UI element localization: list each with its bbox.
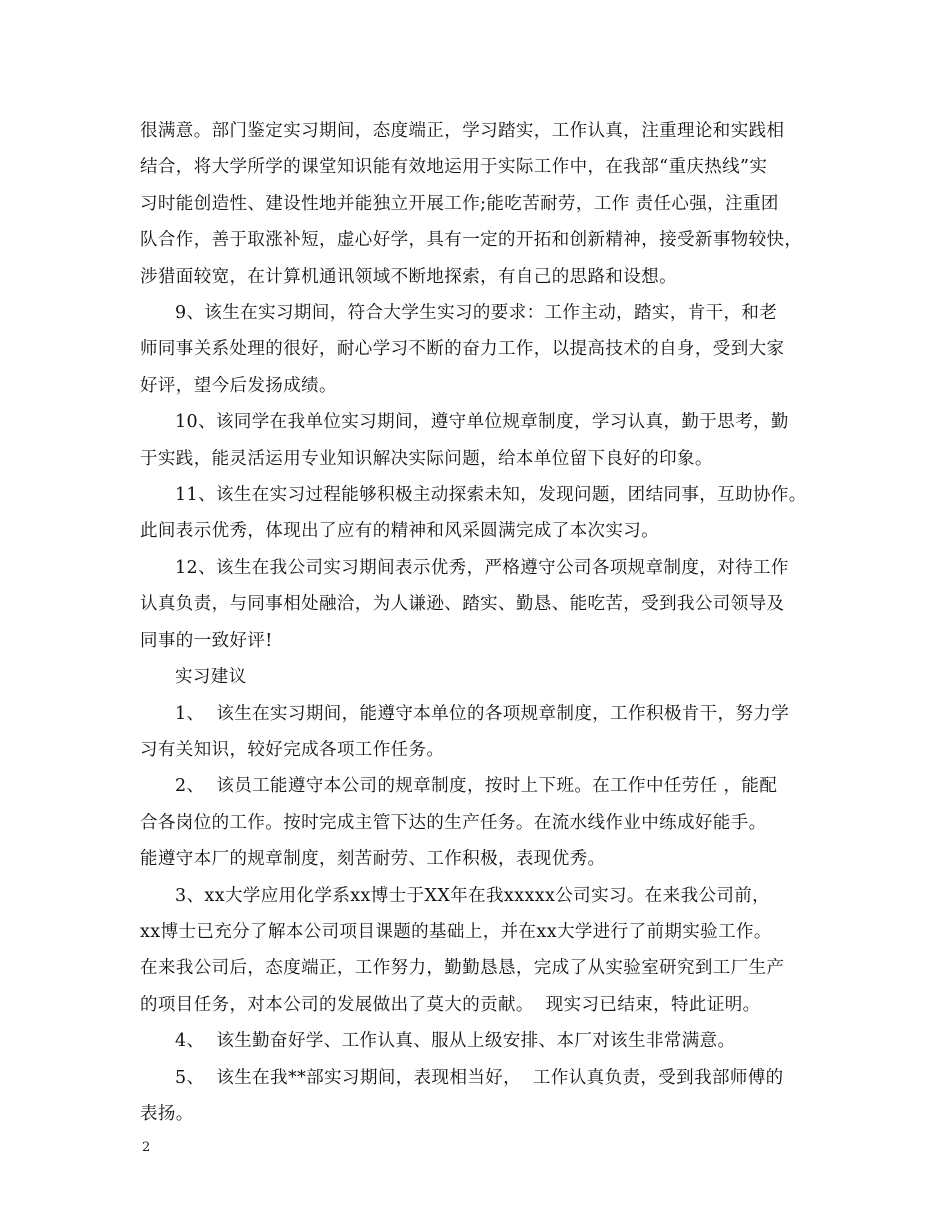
paragraph: [140, 696, 812, 769]
text-line: 同事的一致好评!: [140, 630, 273, 651]
text-line: 实习建议: [175, 667, 247, 688]
text-line: 涉猎面较宽，在计算机通讯领域不断地探索，有自己的思路和设想。: [140, 266, 677, 287]
paragraph: [140, 1060, 812, 1133]
page-number: 2: [142, 1140, 151, 1155]
text-line: 结合，将大学所学的课堂知识能有效地运用于实际工作中，在我部“重庆热线”实: [140, 157, 768, 178]
text-line: 好评，望今后发扬成绩。: [140, 375, 337, 396]
paragraph: [140, 295, 812, 404]
paragraph: [140, 477, 812, 550]
text-line: 在来我公司后，态度端正，工作努力，勤勤恳恳，完成了从实验室研究到工厂生产: [140, 958, 785, 979]
text-line: 认真负责，与同事相处融洽，为人谦逊、踏实、勤恳、能吃苦，受到我公司领导及: [140, 594, 785, 615]
text-line: 的项目任务，对本公司的发展做出了莫大的贡献。 现实习已结束，特此证明。: [140, 994, 761, 1015]
text-line: 表扬。: [140, 1103, 194, 1124]
paragraph: [140, 768, 812, 877]
text-line: 此间表示优秀，体现出了应有的精神和风采圆满完成了本次实习。: [140, 521, 660, 542]
text-line: 队合作，善于取涨补短，虚心好学，具有一定的开拓和创新精神，接受新事物较快，: [140, 230, 803, 251]
text-line: 4、 该生勤奋好学、工作认真、服从上级安排、本厂对该生非常满意。: [175, 1031, 736, 1052]
text-line: 10、该同学在我单位实习期间，遵守单位规章制度，学习认真，勤于思考，勤: [175, 412, 789, 433]
paragraph: [140, 659, 812, 695]
paragraph: [140, 878, 812, 1024]
text-line: 1、 该生在实习期间，能遵守本单位的各项规章制度，工作积极肯干，努力学: [175, 703, 790, 724]
paragraph: [140, 404, 812, 477]
text-line: 5、 该生在我**部实习期间，表现相当好， 工作认真负责，受到我部师傅的: [175, 1067, 784, 1088]
text-line: xx博士已充分了解本公司项目课题的基础上，并在xx大学进行了前期实验工作。: [140, 921, 772, 942]
text-line: 3、xx大学应用化学系xx博士于XX年在我xxxxx公司实习。在来我公司前，: [175, 885, 771, 906]
text-line: 12、该生在我公司实习期间表示优秀，严格遵守公司各项规章制度，对待工作: [175, 557, 789, 578]
text-line: 习有关知识，较好完成各项工作任务。: [140, 739, 445, 760]
text-line: 11、该生在实习过程能够积极主动探索未知，发现问题，团结同事，互助协作。: [175, 485, 807, 506]
paragraph: [140, 113, 812, 295]
text-line: 合各岗位的工作。按时完成主管下达的生产任务。在流水线作业中练成好能手。: [140, 812, 767, 833]
text-line: 于实践，能灵活运用专业知识解决实际问题，给本单位留下良好的印象。: [140, 448, 713, 469]
text-line: 很满意。部门鉴定实习期间，态度端正，学习踏实，工作认真，注重理论和实践相: [140, 121, 785, 141]
text-line: 能遵守本厂的规章制度，刻苦耐劳、工作积极，表现优秀。: [140, 849, 606, 870]
text-line: 9、该生在实习期间，符合大学生实习的要求：工作主动，踏实，肯干，和老: [175, 303, 778, 324]
document-body: [140, 113, 812, 1132]
paragraph: [140, 550, 812, 659]
text-line: 2、 该员工能遵守本公司的规章制度，按时上下班。在工作中任劳任 ，能配: [175, 776, 778, 797]
text-line: 习时能创造性、建设性地并能独立开展工作;能吃苦耐劳，工作 责任心强，注重团: [140, 193, 779, 214]
text-line: 师同事关系处理的很好，耐心学习不断的奋力工作，以提高技术的自身，受到大家: [140, 339, 785, 360]
paragraph: [140, 1023, 812, 1059]
